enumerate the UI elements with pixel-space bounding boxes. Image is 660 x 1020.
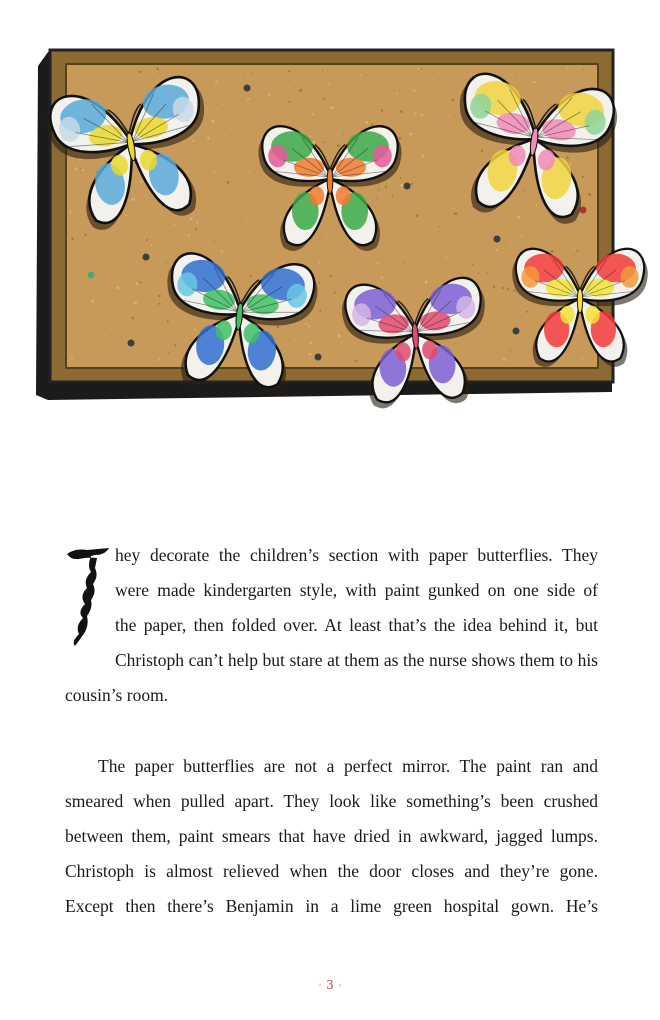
paragraph-1-line-5: cousin’s room.: [65, 685, 169, 705]
cork-speck: [576, 332, 578, 334]
cork-speck: [196, 221, 198, 223]
cork-speck: [288, 101, 290, 103]
cork-speck: [84, 234, 86, 236]
cork-speck: [454, 343, 455, 344]
cork-speck: [421, 114, 423, 116]
cork-speck: [79, 159, 81, 161]
cork-speck: [582, 69, 583, 70]
cork-speck: [211, 120, 214, 123]
cork-speck: [454, 212, 457, 215]
cork-speck: [391, 195, 393, 197]
cork-speck: [158, 295, 161, 298]
cork-speck: [309, 353, 312, 356]
cork-speck: [110, 328, 111, 329]
cork-speck: [224, 363, 225, 364]
cork-speck: [531, 106, 532, 107]
cork-speck: [215, 80, 218, 83]
pin: [494, 236, 501, 243]
cork-speck: [411, 183, 414, 186]
cork-speck: [112, 110, 113, 111]
cork-speck: [394, 97, 395, 98]
cork-speck: [329, 275, 332, 278]
cork-speck: [69, 211, 71, 213]
cork-speck: [478, 272, 480, 274]
cork-speck: [192, 140, 194, 142]
cork-speck: [288, 70, 290, 72]
cork-speck: [323, 98, 325, 100]
paragraph-1-line-3: the paper, then folded over. At least that’s the idea behind it, but: [115, 615, 598, 635]
cork-speck: [295, 87, 296, 88]
cork-speck: [174, 344, 176, 346]
cork-speck: [250, 275, 252, 277]
cork-speck: [166, 262, 168, 264]
page-number: 3: [326, 978, 334, 992]
paragraph-1-line-2: were made kindergarten style, with paint gunked on one side of: [115, 580, 598, 600]
cork-speck: [241, 218, 242, 219]
cork-speck: [583, 204, 584, 205]
cork-speck: [496, 249, 498, 251]
cork-speck: [195, 228, 197, 230]
cork-speck: [502, 287, 504, 289]
cork-speck: [509, 349, 511, 351]
cork-speck: [438, 226, 439, 227]
cork-speck: [252, 73, 254, 75]
cork-speck: [415, 214, 418, 217]
cork-speck: [134, 301, 137, 304]
cork-speck: [486, 272, 487, 273]
cork-speck: [151, 244, 152, 245]
cork-speck: [346, 346, 347, 347]
cork-speck: [566, 156, 569, 159]
paragraph-2-line-1: The paper butterflies are not a perfect mirror. The paint ran and: [98, 756, 598, 776]
cork-speck: [310, 342, 312, 344]
cork-speck: [453, 115, 454, 116]
cork-speck: [71, 356, 73, 358]
ornament-left-icon: ◦: [317, 981, 323, 990]
cork-speck: [305, 323, 307, 325]
cork-speck: [412, 70, 413, 71]
cork-speck: [418, 68, 420, 70]
cork-speck: [582, 175, 584, 177]
cork-speck: [328, 83, 330, 85]
pin: [88, 272, 95, 279]
cork-speck: [168, 352, 170, 354]
paragraph-2-line-4: Christoph is almost relieved when the door closes and they’re gone.: [65, 861, 598, 881]
cork-speck: [221, 250, 223, 252]
cork-speck: [401, 184, 404, 187]
drop-cap-letter-glyph: [65, 546, 111, 648]
cork-speck: [82, 169, 84, 171]
cork-speck: [146, 239, 148, 241]
cork-speck: [140, 180, 143, 183]
cork-speck: [588, 193, 591, 196]
cork-speck: [312, 141, 315, 144]
pin: [244, 85, 251, 92]
cork-speck: [394, 110, 395, 111]
cork-speck: [538, 236, 539, 237]
cork-speck: [243, 75, 244, 76]
cork-speck: [310, 135, 312, 137]
cork-speck: [449, 162, 450, 163]
cork-speck: [422, 154, 425, 157]
cork-speck: [506, 288, 508, 290]
cork-speck: [207, 137, 210, 140]
pin: [143, 254, 150, 261]
cork-speck: [254, 171, 255, 172]
cork-speck: [413, 90, 415, 92]
cork-speck: [420, 68, 422, 70]
paragraph-2-line-3: between them, paint smears that have dried in awkward, jagged lumps.: [65, 826, 598, 846]
cork-speck: [576, 250, 578, 252]
cork-speck: [492, 285, 495, 288]
cork-speck: [533, 81, 535, 83]
cork-speck: [202, 208, 203, 209]
cork-speck: [158, 359, 160, 361]
cork-speck: [80, 168, 81, 169]
cork-speck: [524, 190, 526, 192]
cork-speck: [294, 340, 296, 342]
cork-speck: [188, 234, 190, 236]
cork-speck: [573, 247, 575, 249]
cork-speck: [139, 281, 141, 283]
cork-speck: [227, 181, 230, 184]
cork-speck: [567, 68, 569, 70]
cork-speck: [135, 282, 138, 285]
cork-speck: [385, 186, 388, 189]
cork-speck: [109, 100, 111, 102]
cork-speck: [535, 205, 537, 207]
pin: [513, 328, 520, 335]
cork-speck: [337, 144, 340, 147]
cork-speck: [438, 72, 439, 73]
ornament-right-icon: ◦: [337, 981, 343, 990]
cork-speck: [224, 128, 225, 129]
cork-speck: [326, 233, 327, 234]
cork-speck: [318, 282, 320, 284]
cork-speck: [125, 214, 127, 216]
cork-speck: [445, 256, 447, 258]
cork-speck: [453, 213, 455, 215]
cork-speck: [319, 261, 321, 263]
paragraph-1-line-1: hey decorate the children’s section with paper butterflies. They: [115, 545, 598, 565]
cork-speck: [186, 171, 188, 173]
cork-speck: [414, 112, 416, 114]
cork-speck: [334, 291, 336, 293]
cork-speck: [378, 189, 380, 191]
paragraph-2-line-5: Except then there’s Benjamin in a lime green hospital gown. He’s: [65, 896, 598, 916]
cork-speck: [376, 263, 378, 265]
paragraph-2-line-2: smeared when pulled apart. They look like something’s been crushed: [65, 791, 598, 811]
pin: [315, 354, 322, 361]
cork-speck: [158, 302, 160, 304]
cork-speck: [389, 181, 390, 182]
cork-speck: [214, 241, 215, 242]
cork-speck: [158, 78, 159, 79]
cork-speck: [526, 311, 528, 313]
cork-speck: [71, 238, 74, 241]
cork-speck: [268, 94, 270, 96]
cork-speck: [505, 245, 506, 246]
cork-speck: [515, 77, 516, 78]
cork-speck: [258, 141, 260, 143]
pin: [128, 340, 135, 347]
cork-speck: [381, 276, 383, 278]
butterfly-corkboard-illustration: [0, 0, 660, 430]
cork-speck: [247, 98, 249, 100]
cork-speck: [570, 163, 572, 165]
drop-cap: [65, 546, 111, 648]
cork-speck: [399, 137, 402, 140]
cork-speck: [139, 71, 142, 74]
cork-speck: [199, 210, 200, 211]
cork-speck: [365, 121, 368, 124]
cork-speck: [338, 334, 341, 337]
cork-speck: [311, 113, 313, 115]
cork-speck: [319, 310, 321, 312]
cork-speck: [517, 216, 520, 219]
cork-speck: [156, 68, 159, 71]
cork-speck: [360, 74, 362, 76]
cork-speck: [323, 141, 325, 143]
cork-speck: [481, 149, 483, 151]
cork-speck: [194, 329, 196, 331]
cork-speck: [425, 280, 428, 283]
corkboard-svg: [0, 0, 660, 430]
page-number-footer: [0, 978, 660, 992]
paragraph-1-line-4: Christoph can’t help but stare at them as the nurse shows them to his: [115, 650, 598, 670]
pin: [404, 183, 411, 190]
cork-speck: [381, 109, 383, 111]
cork-speck: [277, 326, 280, 329]
cork-speck: [75, 167, 77, 169]
cork-speck: [167, 320, 169, 322]
cork-speck: [174, 223, 176, 225]
cork-speck: [308, 325, 310, 327]
cork-speck: [521, 236, 523, 238]
cork-speck: [400, 110, 403, 113]
cork-speck: [322, 70, 324, 72]
cork-speck: [471, 263, 473, 265]
cork-speck: [551, 250, 554, 253]
cork-speck: [409, 133, 412, 136]
cork-speck: [581, 358, 583, 360]
story-paragraph-1: [65, 538, 598, 713]
cork-speck: [214, 171, 216, 173]
cork-speck: [131, 317, 134, 320]
cork-speck: [223, 104, 224, 105]
cork-speck: [452, 99, 455, 102]
cork-speck: [403, 261, 405, 263]
cork-speck: [513, 289, 515, 291]
cork-speck: [371, 123, 373, 125]
cork-speck: [299, 89, 302, 92]
cork-speck: [132, 198, 135, 201]
cork-speck: [396, 93, 398, 95]
cork-speck: [91, 300, 94, 303]
cork-speck: [116, 287, 119, 290]
cork-speck: [331, 106, 334, 109]
cork-speck: [343, 133, 344, 134]
cork-speck: [503, 358, 506, 361]
cork-speck: [442, 267, 443, 268]
cork-speck: [400, 177, 402, 179]
cork-speck: [190, 217, 193, 220]
cork-speck: [354, 360, 356, 362]
story-paragraph-2: [65, 749, 598, 924]
cork-speck: [376, 198, 377, 199]
cork-speck: [250, 254, 251, 255]
